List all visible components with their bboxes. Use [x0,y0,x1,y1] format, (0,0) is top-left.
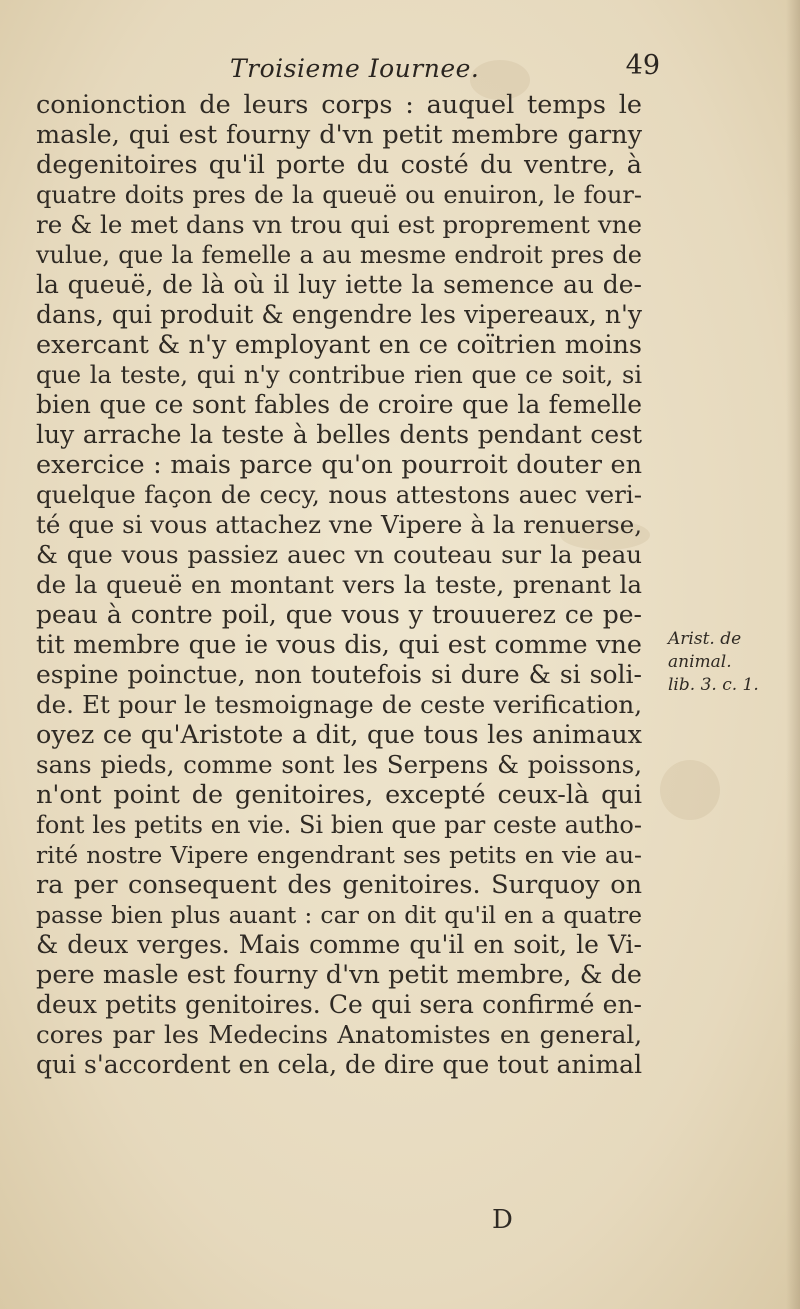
text-line: degenitoires qu'il porte du costé du ventre, à [36,150,642,180]
text-line: bien que ce sont fables de croire que la femelle [36,390,642,419]
text-line: vulue, que la femelle a au mesme endroit pres de [36,241,642,269]
text-line: tit membre que ie vous dis, qui est comme vne [36,630,642,660]
running-title: Troisieme Iournee. [230,54,480,83]
text-line: de. Et pour le tesmoignage de ceste verification, [36,690,642,719]
text-line: dans, qui produit & engendre les vipereaux, n'y [36,300,642,329]
page-edge-shadow [786,0,800,1309]
signature-mark: D [492,1205,513,1235]
text-line: deux petits genitoires. Ce qui sera confirmé en- [36,990,642,1019]
text-line: & deux verges. Mais comme qu'il en soit, le Vi- [36,930,642,959]
text-line: conionction de leurs corps : auquel temps le [36,90,642,120]
text-line: ra per consequent des genitoires. Surquoy on [36,870,642,900]
marginal-note-line: lib. 3. c. 1. [668,675,759,695]
text-line: & que vous passiez auec vn couteau sur la peau [36,540,642,569]
text-line: oyez ce qu'Aristote a dit, que tous les animaux [36,720,642,750]
text-line: exercice : mais parce qu'on pourroit douter en [36,450,642,480]
text-line: pere masle est fourny d'vn petit membre, & de [36,960,642,990]
text-line: peau à contre poil, que vous y trouuerez ce pe- [36,600,642,629]
marginal-note [668,628,786,697]
text-line: passe bien plus auant : car on dit qu'il en a quatre [36,901,642,929]
text-line: qui s'accordent en cela, de dire que tout animal [36,1050,642,1079]
text-line: espine poinctue, non toutefois si dure & si soli- [36,660,642,689]
text-line: rité nostre Vipere engendrant ses petits en vie au- [36,841,642,869]
text-line: la queuë, de là où il luy iette la semence au de- [36,270,642,299]
text-line: que la teste, qui n'y contribue rien que ce soit, si [36,361,642,389]
page-number: 49 [625,50,660,81]
marginal-note-line: animal. [668,652,732,672]
text-line: sans pieds, comme sont les Serpens & poissons, [36,750,642,779]
text-line: re & le met dans vn trou qui est proprement vne [36,210,642,239]
marginal-note-line: Arist. de [668,629,742,649]
text-line: cores par les Medecins Anatomistes en general, [36,1020,642,1049]
text-line: luy arrache la teste à belles dents pendant cest [36,420,642,449]
text-line: exercant & n'y employant en ce coïtrien moins [36,330,642,360]
paper-stain [660,760,720,820]
text-line: masle, qui est fourny d'vn petit membre garny [36,120,642,150]
page-header [230,50,660,90]
text-line: quelque façon de cecy, nous attestons auec veri- [36,480,642,509]
text-line: n'ont point de genitoires, excepté ceux-là qui [36,780,642,810]
text-line: té que si vous attachez vne Vipere à la renuerse, [36,510,642,539]
text-line: quatre doits pres de la queuë ou enuiron, le four- [36,181,642,209]
text-line: font les petits en vie. Si bien que par ceste autho- [36,811,642,839]
body-text [36,90,642,1080]
text-line: de la queuë en montant vers la teste, prenant la [36,570,642,599]
